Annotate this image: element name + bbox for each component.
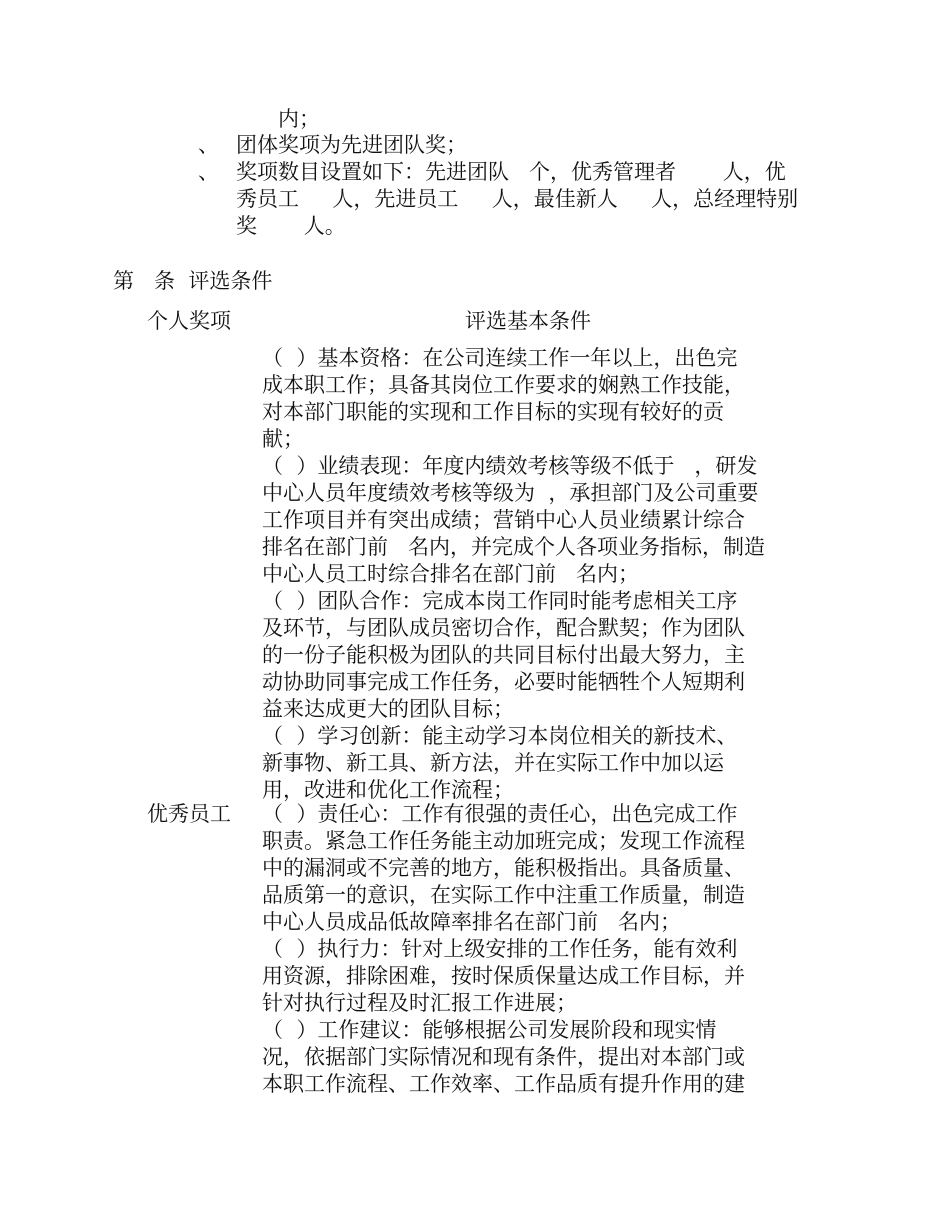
- criteria-line: 本职工作流程、工作效率、工作品质有提升作用的建: [262, 1072, 745, 1096]
- criteria-line: 工作项目并有突出成绩；营销中心人员业绩累计综合: [262, 508, 745, 532]
- criteria-line: （ ）学习创新：能主动学习本岗位相关的新技术、: [262, 724, 738, 748]
- list-bullet: 、: [198, 160, 219, 184]
- criteria-line: （ ）工作建议：能够根据公司发展阶段和现实情: [262, 1018, 717, 1042]
- criteria-line: 动协助同事完成工作任务，必要时能牺牲个人短期利: [262, 670, 745, 694]
- criteria-line: 排名在部门前 名内，并完成个人各项业务指标，制造: [262, 535, 766, 559]
- criteria-line: （ ）基本资格：在公司连续工作一年以上，出色完: [262, 346, 738, 370]
- criteria-line: （ ）责任心：工作有很强的责任心，出色完成工作: [262, 802, 738, 826]
- list-bullet: 、: [198, 133, 219, 157]
- criteria-line: 的一份子能积极为团队的共同目标付出最大努力，主: [262, 643, 745, 667]
- criteria-line: 中心人员年度绩效考核等级为 ，承担部门及公司重要: [262, 481, 759, 505]
- criteria-line: （ ）业绩表现：年度内绩效考核等级不低于 ，研发: [262, 454, 758, 478]
- criteria-line: 品质第一的意识，在实际工作中注重工作质量，制造: [262, 883, 745, 907]
- criteria-line: 针对执行过程及时汇报工作进展；: [262, 991, 577, 1015]
- criteria-line: （ ）团队合作：完成本岗工作同时能考虑相关工序: [262, 589, 738, 613]
- criteria-line: 对本部门职能的实现和工作目标的实现有较好的贡: [262, 400, 724, 424]
- criteria-line: 成本职工作；具备其岗位工作要求的娴熟工作技能，: [262, 373, 745, 397]
- criteria-line: 益来达成更大的团队目标；: [262, 697, 514, 721]
- criteria-line: 中的漏洞或不完善的地方，能积极指出。具备质量、: [262, 856, 745, 880]
- table-header-criteria: 评选基本条件: [465, 309, 591, 333]
- table-header-award: 个人奖项: [147, 309, 231, 333]
- criteria-line: 新事物、新工具、新方法，并在实际工作中加以运: [262, 751, 724, 775]
- criteria-line: 职责。紧急工作任务能主动加班完成；发现工作流程: [262, 829, 745, 853]
- criteria-line: 中心人员工时综合排名在部门前 名内；: [262, 562, 640, 586]
- list-line: 奖项数目设置如下：先进团队 个，优秀管理者 人，优: [236, 160, 786, 184]
- criteria-line: 况，依据部门实际情况和现有条件，提出对本部门或: [262, 1045, 745, 1069]
- criteria-line: 献；: [262, 427, 304, 451]
- list-line: 秀员工 人，先进员工 人，最佳新人 人，总经理特别: [236, 187, 799, 211]
- criteria-line: 及环节，与团队成员密切合作，配合默契；作为团队: [262, 616, 745, 640]
- criteria-line: 中心人员成品低故障率排名在部门前 名内；: [262, 910, 682, 934]
- list-line: 奖 人。: [236, 214, 346, 238]
- list-line: 内；: [278, 107, 320, 131]
- criteria-line: （ ）执行力：针对上级安排的工作任务，能有效利: [262, 937, 738, 961]
- criteria-line: 用资源，排除困难，按时保质保量达成工作目标，并: [262, 964, 745, 988]
- list-line: 团体奖项为先进团队奖；: [236, 133, 467, 157]
- section-heading: 第 条 评选条件: [113, 269, 273, 293]
- criteria-line: 用，改进和优化工作流程；: [262, 778, 514, 802]
- row-label-outstanding-employee: 优秀员工: [147, 802, 231, 826]
